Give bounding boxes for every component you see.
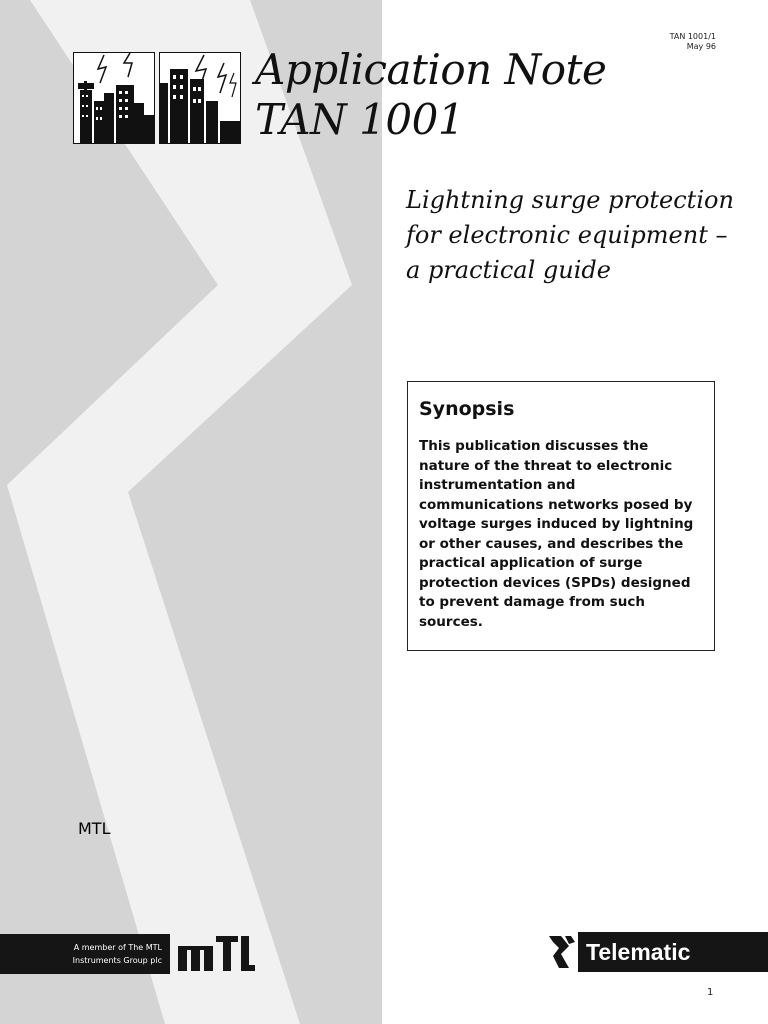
page-title [255,45,606,145]
city-skyline-logo-left [73,52,155,144]
telematic-logo-icon [547,932,577,974]
mtl-member-bar [0,934,170,974]
document-reference [670,32,716,52]
city-skyline-logo-right [159,52,241,144]
title-line-2: TAN 1001 [255,95,465,144]
city-skyline-lightning-icon [160,53,240,143]
member-line-1: A member of The MTL [73,943,162,952]
synopsis-heading: Synopsis [419,398,515,420]
decorative-left-panel [0,0,382,1024]
city-skyline-lightning-icon [74,53,154,143]
synopsis-body: This publication discusses the nature of the threat to electronic instrumentation and communications networks posed by voltage surges induced by lightning or other causes, and describes the practical application of surge protection devices (SPDs) designed to prevent damage from such sources. [419,438,694,630]
page-number: 1 [707,987,714,998]
page-subtitle: Lightning surge protection for electronic equipment – a practical guide [406,186,734,284]
lightning-bolt-graphic [0,0,382,1024]
mtl-logo-text: MTL [78,819,111,838]
title-line-1: Application Note [255,45,607,94]
telematic-brand-name: Telematic [586,939,691,965]
doc-ref-number: TAN 1001/1 [669,32,716,41]
doc-ref-date: May 96 [686,42,716,51]
synopsis-box [407,381,715,651]
member-line-2: Instruments Group plc [72,956,162,965]
telematic-brand-bar [578,932,768,972]
